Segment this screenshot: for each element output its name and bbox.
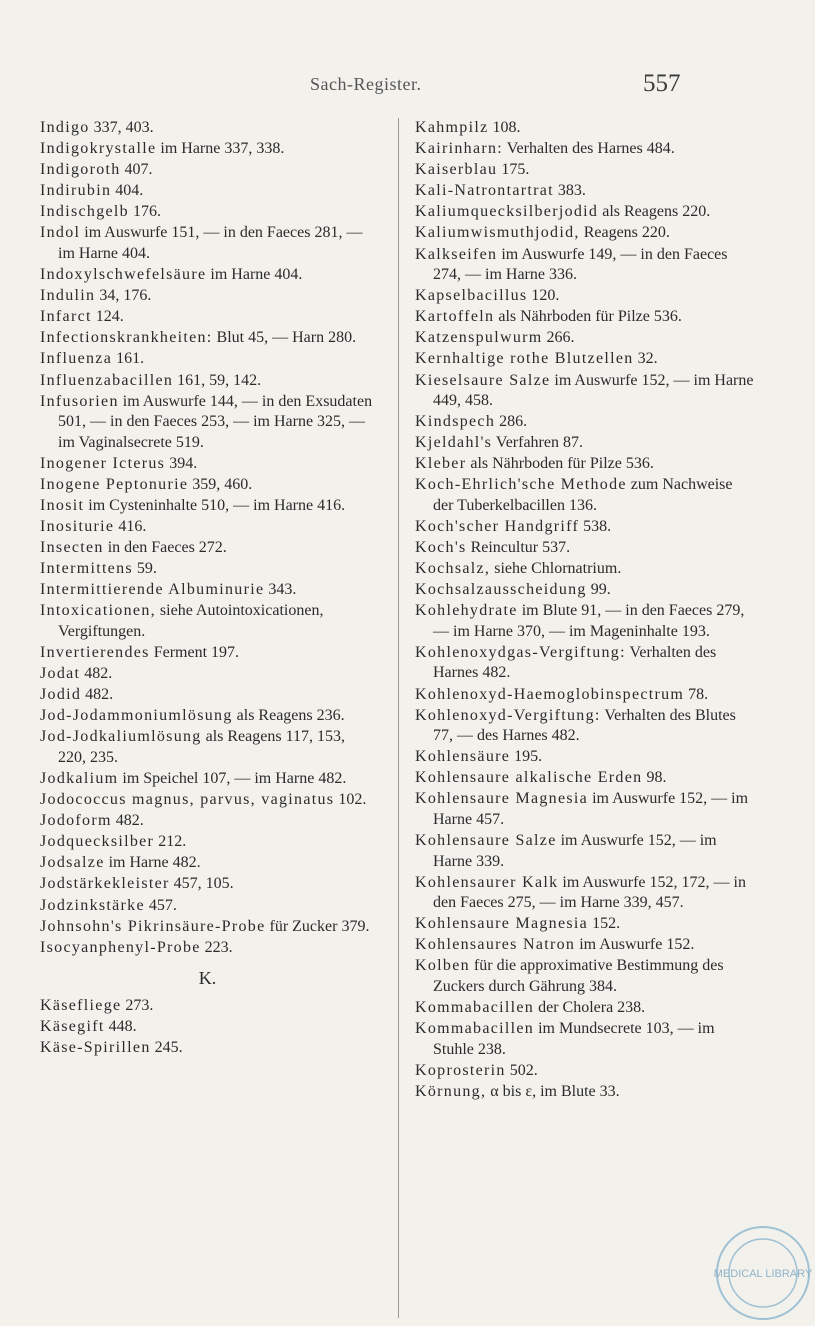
index-entry — [40, 371, 375, 392]
entry-references: α bis ε, im Blute 33. — [486, 1082, 620, 1100]
entry-references: Reagens 220. — [579, 224, 670, 242]
entry-references: 359, 460. — [188, 475, 253, 493]
entry-references: 266. — [542, 329, 575, 347]
index-entry — [415, 223, 755, 244]
index-entry — [415, 1019, 755, 1060]
entry-headword: Katzenspulwurm — [415, 329, 543, 347]
library-stamp — [705, 1215, 815, 1325]
index-entry — [40, 307, 375, 328]
entry-headword: Kleber — [415, 455, 467, 473]
entry-references: im Cysteninhalte 510, — im Harne 416. — [84, 496, 346, 514]
index-entry — [415, 935, 755, 956]
entry-headword: Kaliumquecksilberjodid — [415, 203, 599, 221]
entry-headword: Kommabacillen — [415, 999, 535, 1016]
entry-references: zum Nachweise der Tuberkelbacillen 136. — [433, 476, 733, 514]
entry-references: 343. — [264, 581, 297, 599]
index-entry — [40, 223, 375, 264]
section-letter-k: K. — [198, 968, 217, 989]
entry-references: Reincultur 537. — [466, 539, 571, 557]
entry-headword: Inogene Peptonurie — [40, 475, 189, 493]
entry-references: 124. — [91, 308, 124, 326]
entry-references: 457. — [144, 896, 177, 914]
entry-references: 152. — [588, 915, 621, 933]
index-entry — [415, 349, 755, 370]
index-entry — [40, 769, 375, 790]
index-entry — [40, 664, 375, 685]
entry-headword: Infarct — [40, 308, 92, 326]
entry-references: Ferment 197. — [149, 643, 240, 661]
index-entry — [415, 956, 755, 997]
entry-references: 457, 105. — [169, 875, 234, 893]
index-entry — [40, 832, 375, 853]
index-entry — [415, 118, 755, 139]
index-entry — [40, 475, 375, 496]
page-header — [0, 70, 800, 100]
entry-headword: Kjeldahl's — [415, 434, 493, 452]
entry-references: der Cholera 238. — [534, 999, 646, 1016]
entry-headword: Intermittierende Albuminurie — [40, 581, 265, 599]
index-entry — [415, 831, 755, 872]
entry-references: 176. — [128, 203, 161, 221]
entry-references: im Speichel 107, — im Harne 482. — [118, 769, 347, 787]
entry-headword: Kaiserblau — [415, 161, 498, 179]
entry-references: im Auswurfe 152, — im Harne 449, 458. — [433, 371, 754, 410]
index-entry — [415, 160, 755, 181]
index-entry — [415, 371, 755, 412]
index-entry — [40, 181, 375, 202]
entry-headword: Invertierendes — [40, 643, 150, 661]
entry-headword: Körnung, — [415, 1082, 487, 1100]
entry-headword: Indoxylschwefelsäure — [40, 266, 207, 284]
entry-headword: Koch-Ehrlich'sche Methode — [415, 476, 627, 494]
entry-references: 212. — [154, 833, 187, 851]
index-entry — [415, 706, 755, 747]
entry-references: 482. — [81, 686, 114, 704]
entry-references: für Zucker 379. — [265, 917, 370, 935]
index-entry — [40, 496, 375, 517]
entry-headword: Kolben — [415, 957, 470, 975]
entry-references: 407. — [120, 161, 153, 179]
entry-headword: Jodoform — [40, 812, 112, 830]
entry-headword: Indischgelb — [40, 203, 129, 221]
index-entry — [40, 118, 375, 139]
entry-headword: Kohlenoxydgas-Vergiftung: — [415, 643, 626, 661]
entry-headword: Kohlenoxyd-Haemoglobinspectrum — [415, 685, 685, 703]
entry-headword: Käsegift — [40, 1017, 105, 1035]
entry-headword: Käsefliege — [40, 996, 122, 1014]
entry-headword: Kapselbacillus — [415, 287, 528, 305]
entry-references: im Auswurfe 144, — in den Exsudaten 501, — in den Faeces 253, — im Harne 325, — im Vaginalsecrete 519. — [58, 392, 373, 451]
entry-headword: Kohlensäure — [415, 748, 511, 766]
entry-headword: Kieselsaure Salze — [415, 371, 551, 389]
index-entry — [415, 139, 755, 160]
entry-references: 337, 403. — [89, 119, 154, 136]
entry-references: in den Faeces 272. — [103, 539, 227, 557]
entry-headword: Indol — [40, 224, 81, 242]
index-entry — [415, 286, 755, 307]
entry-headword: Jodsalze — [40, 854, 105, 872]
entry-headword: Kohlensaure alkalische Erden — [415, 769, 643, 787]
index-entry — [40, 601, 375, 642]
entry-headword: Kindspech — [415, 413, 496, 431]
entry-headword: Kohlehydrate — [415, 602, 518, 620]
index-entry — [40, 706, 375, 727]
entry-references: 538. — [579, 518, 612, 535]
entry-headword: Inositurie — [40, 518, 115, 535]
entry-references: als Reagens 117, 153, 220, 235. — [58, 728, 345, 766]
entry-headword: Indigoroth — [40, 161, 121, 179]
index-entry — [40, 643, 375, 664]
entry-references: für die approximative Bestimmung des Zuckers durch Gährung 384. — [433, 957, 724, 995]
entry-references: als Nährboden für Pilze 536. — [466, 455, 654, 473]
entry-references: im Harne 482. — [104, 854, 201, 872]
entry-headword: Inosit — [40, 496, 85, 514]
entry-headword: Kernhaltige rothe Blutzellen — [415, 350, 634, 368]
left-column — [40, 118, 375, 1059]
entry-headword: Indigo — [40, 119, 90, 136]
entry-references: 161. — [112, 350, 145, 368]
entry-headword: Koprosterin — [415, 1061, 506, 1079]
entry-references: im Auswurfe 151, — in den Faeces 281, — im Harne 404. — [58, 224, 363, 262]
entry-references: 286. — [495, 413, 528, 431]
entry-references: 223. — [200, 938, 233, 956]
entry-headword: Käse-Spirillen — [40, 1038, 151, 1056]
entry-headword: Jodquecksilber — [40, 833, 155, 851]
entry-headword: Jodid — [40, 686, 82, 704]
entry-references: im Mundsecrete 103, — im Stuhle 238. — [433, 1020, 715, 1058]
entry-headword: Jodzinkstärke — [40, 896, 145, 914]
index-entry — [415, 1082, 755, 1103]
entry-headword: Jodat — [40, 665, 81, 683]
entry-references: Verfahren 87. — [492, 434, 583, 452]
index-entry — [40, 328, 375, 349]
entry-headword: Indirubin — [40, 182, 112, 200]
entry-references: 175. — [497, 161, 530, 179]
index-entry — [40, 454, 375, 475]
entry-references: 404. — [111, 182, 144, 200]
index-entry — [40, 517, 375, 538]
index-entry — [415, 789, 755, 830]
index-entries-i-j — [40, 118, 375, 958]
entry-references: Verhalten des Harnes 484. — [503, 140, 675, 158]
index-entry — [415, 433, 755, 454]
entry-references: im Blute 91, — in den Faeces 279, — im Harne 370, — im Mageninhalte 193. — [433, 602, 745, 640]
index-entry — [40, 1038, 375, 1059]
entry-headword: Intermittens — [40, 560, 133, 578]
entry-headword: Kohlensaurer Kalk — [415, 873, 559, 891]
entry-references: 383. — [553, 182, 586, 200]
entry-headword: Jod-Jodammoniumlösung — [40, 707, 233, 725]
entry-headword: Kalkseifen — [415, 245, 498, 263]
index-entry — [415, 307, 755, 328]
index-entry — [40, 790, 375, 811]
entry-headword: Jodstärkekleister — [40, 875, 170, 893]
index-entry — [415, 580, 755, 601]
entry-headword: Infectionskrankheiten: — [40, 329, 213, 347]
entry-headword: Influenza — [40, 350, 113, 368]
index-entry — [40, 160, 375, 181]
entry-references: 98. — [642, 769, 667, 787]
entry-headword: Intoxicationen, — [40, 602, 156, 620]
index-entry — [40, 996, 375, 1017]
entry-headword: Kohlensaure Magnesia — [415, 790, 589, 808]
entry-headword: Kaliumwismuthjodid, — [415, 224, 580, 242]
entry-headword: Insecten — [40, 539, 104, 557]
index-entry — [415, 181, 755, 202]
index-entry — [40, 580, 375, 601]
entry-references: im Harne 404. — [206, 266, 303, 284]
index-entry — [415, 412, 755, 433]
entry-references: 394. — [165, 454, 198, 472]
entry-headword: Koch'scher Handgriff — [415, 518, 580, 535]
index-entry — [415, 601, 755, 642]
entry-references: 34, 176. — [95, 287, 152, 305]
index-entry — [415, 328, 755, 349]
index-entry — [415, 517, 755, 538]
entry-headword: Kali-Natrontartrat — [415, 182, 554, 200]
index-entry — [415, 1061, 755, 1082]
index-entry — [415, 685, 755, 706]
entry-headword: Indulin — [40, 287, 96, 305]
entry-headword: Kochsalzausscheidung — [415, 581, 587, 599]
index-entry — [40, 202, 375, 223]
index-entry — [415, 998, 755, 1019]
entry-headword: Kohlenoxyd-Vergiftung: — [415, 706, 601, 724]
index-entry — [40, 265, 375, 286]
entry-references: als Reagens 220. — [598, 203, 711, 221]
index-entry — [415, 559, 755, 580]
index-entry — [415, 873, 755, 914]
index-entry — [40, 853, 375, 874]
entry-references: im Auswurfe 152, 172, — in den Faeces 275, — im Harne 339, 457. — [433, 873, 746, 912]
index-entry — [40, 1017, 375, 1038]
entry-references: im Harne 337, 338. — [156, 140, 285, 158]
index-entry — [40, 559, 375, 580]
entry-headword: Jodococcus magnus, parvus, vaginatus — [40, 791, 335, 809]
entry-headword: Koch's — [415, 539, 467, 557]
running-title: Sach-Register. — [310, 74, 422, 94]
entry-headword: Kairinharn: — [415, 140, 504, 158]
index-entries-k-start — [40, 996, 375, 1059]
entry-headword: Kohlensaure Salze — [415, 832, 557, 850]
index-entry — [415, 914, 755, 935]
entry-references: Verhalten des Blutes 77, — des Harnes 482. — [433, 706, 736, 745]
entry-headword: Influenzabacillen — [40, 371, 174, 389]
index-entries-k — [415, 118, 755, 1102]
index-entry — [40, 685, 375, 706]
entry-references: 108. — [488, 119, 521, 136]
entry-headword: Kohlensaure Magnesia — [415, 915, 589, 933]
page-number: 557 — [643, 70, 681, 97]
entry-references: 161, 59, 142. — [173, 371, 262, 389]
entry-references: als Nährboden für Pilze 536. — [494, 308, 682, 326]
entry-references: 448. — [104, 1017, 137, 1035]
index-entry — [415, 475, 755, 516]
index-entry — [415, 454, 755, 475]
entry-references: 59. — [132, 560, 157, 578]
entry-references: im Auswurfe 152, — im Harne 339. — [433, 832, 717, 870]
entry-references: 482. — [80, 665, 113, 683]
index-entry — [415, 538, 755, 559]
index-entry — [415, 245, 755, 286]
entry-references: im Auswurfe 152, — im Harne 457. — [433, 790, 749, 828]
index-entry — [40, 349, 375, 370]
entry-references: 195. — [510, 748, 543, 766]
entry-references: 102. — [334, 791, 367, 809]
entry-headword: Johnsohn's Pikrinsäure-Probe — [40, 917, 266, 935]
index-entry — [415, 202, 755, 223]
entry-references: 482. — [111, 812, 144, 830]
entry-headword: Kommabacillen — [415, 1020, 535, 1038]
entry-references: 78. — [684, 685, 709, 703]
entry-headword: Inogener Icterus — [40, 454, 166, 472]
entry-headword: Infusorien — [40, 392, 119, 410]
entry-references: 502. — [505, 1061, 538, 1079]
entry-references: siehe Chlornatrium. — [490, 560, 622, 578]
entry-headword: Kochsalz, — [415, 560, 491, 578]
entry-references: 416. — [114, 518, 147, 535]
entry-references: als Reagens 236. — [232, 707, 345, 725]
index-entry — [40, 917, 375, 938]
entry-references: im Auswurfe 149, — in den Faeces 274, — im Harne 336. — [433, 245, 728, 284]
entry-references: Verhalten des Harnes 482. — [433, 643, 717, 682]
entry-headword: Kahmpilz — [415, 119, 489, 136]
stamp-text: MEDICAL LIBRARY — [713, 1268, 813, 1280]
entry-headword: Kartoffeln — [415, 308, 495, 326]
entry-references: im Auswurfe 152. — [575, 936, 695, 954]
index-entry — [415, 768, 755, 789]
column-divider — [398, 118, 399, 1318]
entry-references: 120. — [527, 287, 560, 305]
index-entry — [40, 874, 375, 895]
entry-headword: Indigokrystalle — [40, 140, 157, 158]
index-entry — [40, 538, 375, 559]
index-entry — [40, 811, 375, 832]
entry-references: 273. — [121, 996, 154, 1014]
index-entry — [40, 286, 375, 307]
index-entry — [40, 896, 375, 917]
index-entry — [40, 727, 375, 768]
entry-headword: Jod-Jodkaliumlösung — [40, 728, 202, 746]
entry-headword: Kohlensaures Natron — [415, 936, 576, 954]
entry-headword: Isocyanphenyl-Probe — [40, 938, 201, 956]
index-entry — [40, 139, 375, 160]
entry-references: siehe Autointoxicationen, Vergiftungen. — [58, 602, 324, 640]
entry-references: 245. — [150, 1038, 183, 1056]
index-entry — [40, 938, 375, 959]
entry-references: Blut 45, — Harn 280. — [212, 329, 357, 347]
index-entry — [40, 392, 375, 454]
entry-headword: Jodkalium — [40, 769, 119, 787]
index-entry — [415, 747, 755, 768]
entry-references: 99. — [586, 581, 611, 599]
index-entry — [415, 643, 755, 684]
right-column — [415, 118, 755, 1103]
entry-references: 32. — [633, 350, 658, 368]
